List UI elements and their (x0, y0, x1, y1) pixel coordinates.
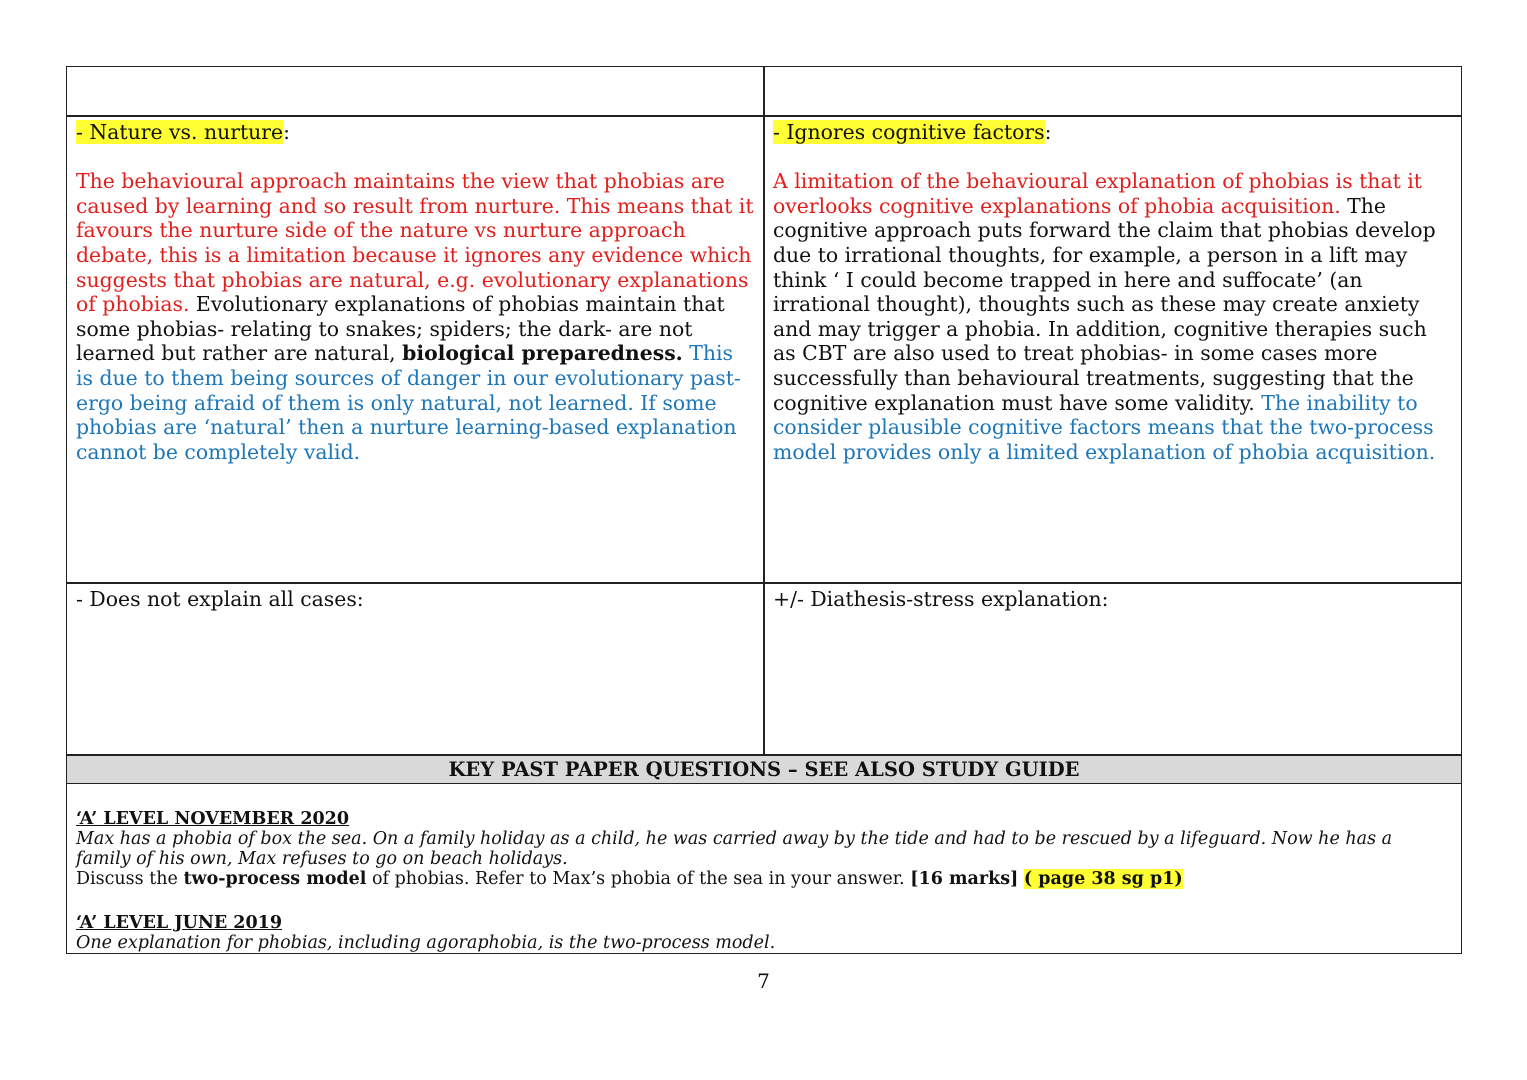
empty-cell-right (764, 67, 1463, 116)
nature-nurture-body (76, 169, 754, 464)
nature-nurture-heading (76, 120, 754, 145)
cognitive-factors-body (773, 169, 1454, 464)
empty-cell-left (67, 67, 764, 116)
diathesis-stress-heading: +/- Diathesis-stress explanation: (773, 587, 1109, 611)
prompt-text: of phobias. Refer to Max’s phobia of the sea in your answer. (366, 869, 911, 889)
evaluation-table (66, 66, 1462, 954)
heading-highlight: - Ignores cognitive factors (773, 120, 1045, 144)
page-number: 7 (757, 969, 770, 993)
black-evidence: Evolutionary explanations of phobias maintain that some phobias- relating to snakes; spiders; the dark- are not learned but rather are natural, (76, 292, 725, 366)
question-scenario: Max has a phobia of box the sea. On a family holiday as a child, he was carried away by the tide and had to be rescued by a lifeguard. Now he has a family of his own, Max refuses to go on beach holidays. (76, 829, 1393, 869)
question-scenario: One explanation for phobias, including agoraphobia, is the two-process model. (76, 933, 776, 953)
all-cases-cell (67, 583, 763, 616)
nature-nurture-cell (67, 116, 763, 468)
past-paper-banner: KEY PAST PAPER QUESTIONS – SEE ALSO STUDY GUIDE (67, 756, 1461, 783)
all-cases-heading: - Does not explain all cases: (76, 587, 364, 611)
black-evidence: The cognitive approach puts forward the claim that phobias develop due to irrational thoughts, for example, a person in a lift may think ‘ I could become trapped in here and suffocate’ (an irrational thought), thoughts such as these may create anxiety and may trigger a phobia. In addition, cognitive therapies such as CBT are also used to treat phobias- in some cases more successfully than behavioural treatments, suggesting that the cognitive explanation must have some validity. (773, 193, 1436, 415)
study-guide-reference: ( page 38 sg p1) (1023, 869, 1183, 889)
blue-conclusion: The inability to consider plausible cognitive factors means that the two-process model provides only a limited explanation of phobia acquisition. (773, 390, 1436, 464)
blue-conclusion: This is due to them being sources of danger in our evolutionary past- ergo being afraid of them is only natural, not learned. If some phobias are ‘natural’ then a nurture learning-based explanation cannot be completely valid. (76, 341, 741, 464)
cognitive-factors-cell (764, 116, 1463, 468)
prompt-bold: two-process model (183, 869, 367, 889)
cognitive-factors-heading (773, 120, 1454, 145)
red-point: The behavioural approach maintains the view that phobias are caused by learning and so result from nurture. This means that it favours the nurture side of the nature vs nurture approach debate, this is a limitation because it ignores any evidence which suggests that phobias are natural, e.g. evolutionary explanations of phobias. (76, 169, 754, 317)
heading-colon: : (1044, 120, 1052, 144)
bold-term: biological preparedness. (402, 341, 683, 366)
prompt-text: Discuss the (76, 869, 184, 889)
question-block-2019 (76, 913, 1447, 953)
question-title: ‘A’ LEVEL NOVEMBER 2020 (76, 809, 350, 829)
question-block-2020 (76, 809, 1447, 889)
question-title: ‘A’ LEVEL JUNE 2019 (76, 913, 283, 933)
diathesis-stress-cell (764, 583, 1463, 616)
marks-label: [16 marks] (910, 869, 1019, 889)
heading-highlight: - Nature vs. nurture (76, 120, 284, 144)
question-prompt (76, 869, 1447, 889)
red-point: A limitation of the behavioural explanation of phobias is that it overlooks cognitive explanations of phobia acquisition. (773, 169, 1422, 218)
heading-colon: : (283, 120, 290, 144)
